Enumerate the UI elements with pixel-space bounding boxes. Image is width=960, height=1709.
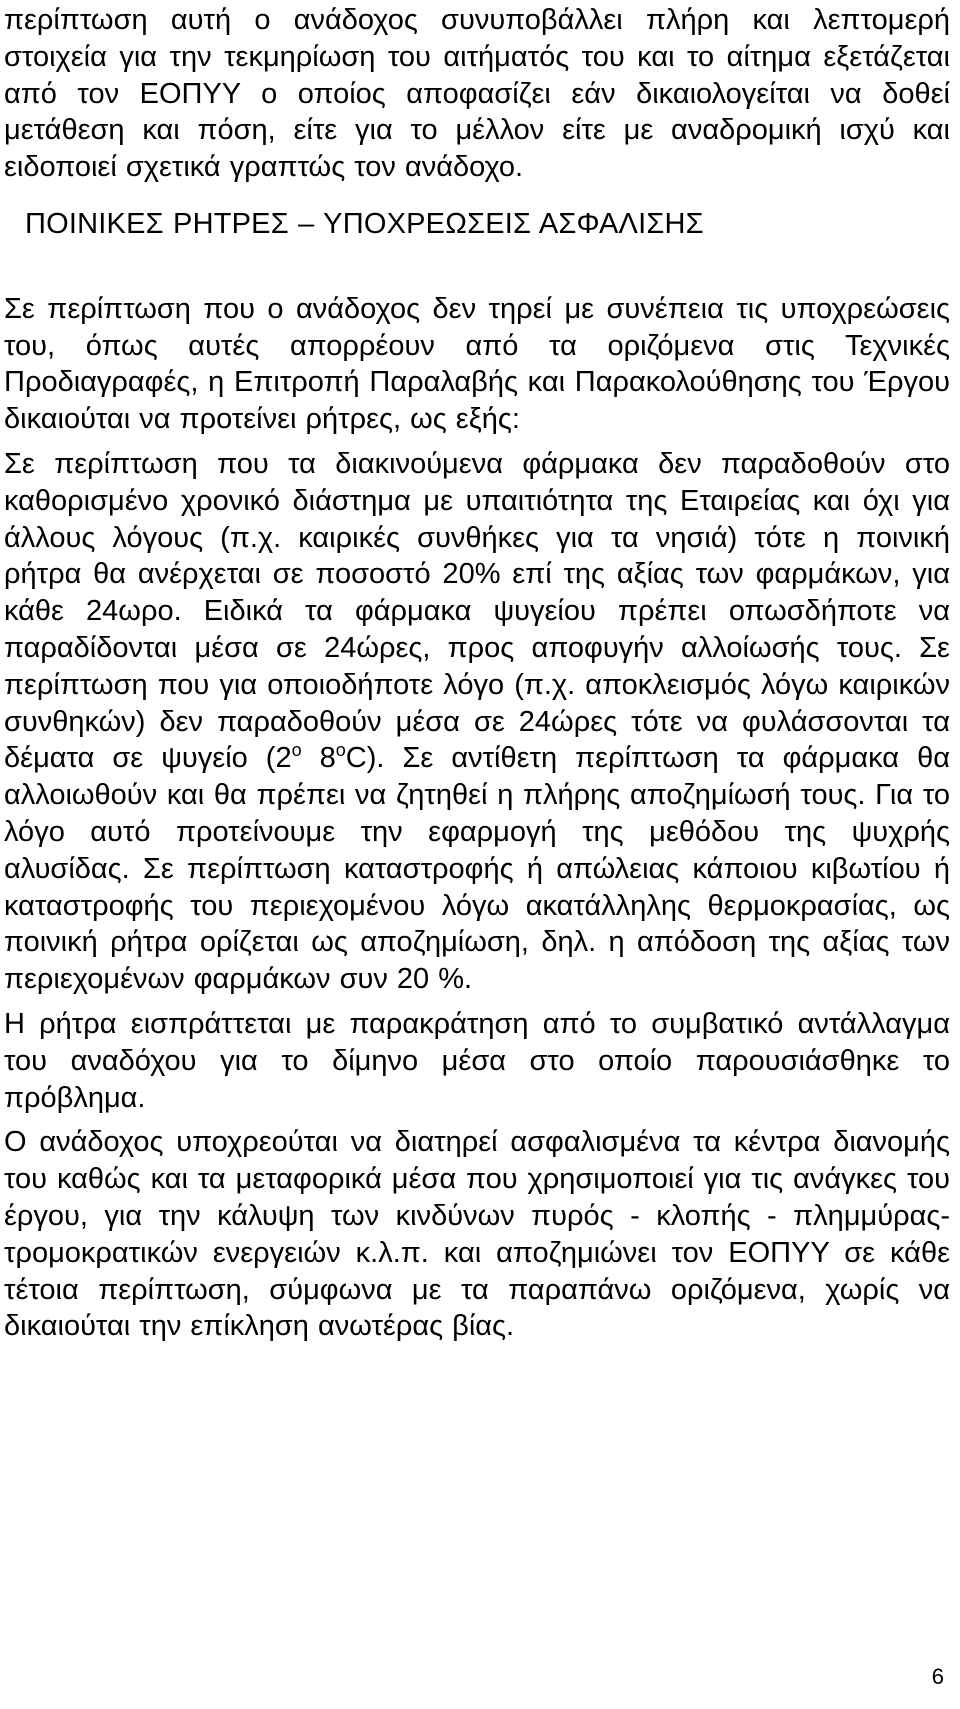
- page-number: 6: [931, 1664, 944, 1689]
- penalty-clause-text-end: C). Σε αντίθετη περίπτωση τα φάρμακα θα αλλοιωθούν και θα πρέπει να ζητηθεί η πλήρης αποζημίωσή τους. Για το λόγο αυτό προτείνουμε την εφαρμογή της μεθόδου της ψυχρής αλυσίδας. Σε περίπτωση καταστροφής ή απώλειας κάποιου κιβωτίου ή καταστροφής του περιεχομένου λόγω ακατάλληλης θερμοκρασίας, ως ποινική ρήτρα ορίζεται ως αποζημίωση, δηλ. η απόδοση της αξίας των περιεχομένων φαρμάκων συν 20 %.: [4, 742, 950, 996]
- obligations-paragraph: Σε περίπτωση που ο ανάδοχος δεν τηρεί με συνέπεια τις υποχρεώσεις του, όπως αυτές απορρέουν από τα οριζόμενα στις Τεχνικές Προδιαγραφές, η Επιτροπή Παραλαβής και Παρακολούθησης του Έργου δικαιούται να προτείνει ρήτρες, ως εξής:: [4, 292, 950, 436]
- penalty-clause-text-start: Σε περίπτωση που τα διακινούμενα φάρμακα δεν παραδοθούν στο καθορισμένο χρονικό διάστημα με υπαιτιότητα της Εταιρείας και όχι για άλλους λόγους (π.χ. καιρικές συνθήκες για τα νησιά) τότε η ποινική ρήτρα θα ανέρχεται σε ποσοστό 20% επί της αξίας των φαρμάκων, για κάθε 24ωρο. Ειδικά τα φάρμακα ψυγείου πρέπει οπωσδήποτε να παραδίδονται μέσα σε 24ώρες, προς αποφυγήν αλλοίωσής τους. Σε περίπτωση που για οποιοδήποτε λόγο (π.χ. αποκλεισμός λόγω καιρικών συνθηκών) δεν παραδοθούν μέσα σε 24ώρες τότε να φυλάσσονται τα δέματα σε ψυγείο (2: [4, 447, 950, 775]
- insurance-paragraph: Ο ανάδοχος υποχρεούται να διατηρεί ασφαλισμένα τα κέντρα διανομής του καθώς και τα μεταφορικά μέσα που χρησιμοποιεί για τις ανάγκες του έργου, για την κάλυψη των κινδύνων πυρός - κλοπής - πλημμύρας- τρομοκρατικών ενεργειών κ.λ.π. και αποζημιώνει τον ΕΟΠΥΥ σε κάθε τέτοια περίπτωση, σύμφωνα με τα παραπάνω οριζόμενα, χωρίς να δικαιούται την επίκληση ανωτέρας βίας.: [4, 1126, 950, 1343]
- penalty-clause-text-temp: 8: [301, 742, 336, 775]
- degree-symbol: ο: [335, 740, 346, 761]
- penalty-clause-paragraph: [4, 446, 950, 998]
- document-body: [4, 2, 950, 1345]
- degree-symbol: ο: [291, 740, 302, 761]
- section-heading: ΠΟΙΝΙΚΕΣ ΡΗΤΡΕΣ – ΥΠΟΧΡΕΩΣΕΙΣ ΑΣΦΑΛΙΣΗΣ: [25, 207, 704, 240]
- intro-paragraph: περίπτωση αυτή ο ανάδοχος συνυποβάλλει πλήρη και λεπτομερή στοιχεία για την τεκμηρίωση του αιτήματός του και το αίτημα εξετάζεται από τον ΕΟΠΥΥ ο οποίος αποφασίζει εάν δικαιολογείται να δοθεί μετάθεση και πόση, είτε για το μέλλον είτε με αναδρομική ισχύ και ειδοποιεί σχετικά γραπτώς τον ανάδοχο.: [4, 4, 950, 184]
- withholding-paragraph: Η ρήτρα εισπράττεται με παρακράτηση από το συμβατικό αντάλλαγμα του αναδόχου για το δίμηνο μέσα στο οποίο παρουσιάσθηκε το πρόβλημα.: [4, 1007, 950, 1114]
